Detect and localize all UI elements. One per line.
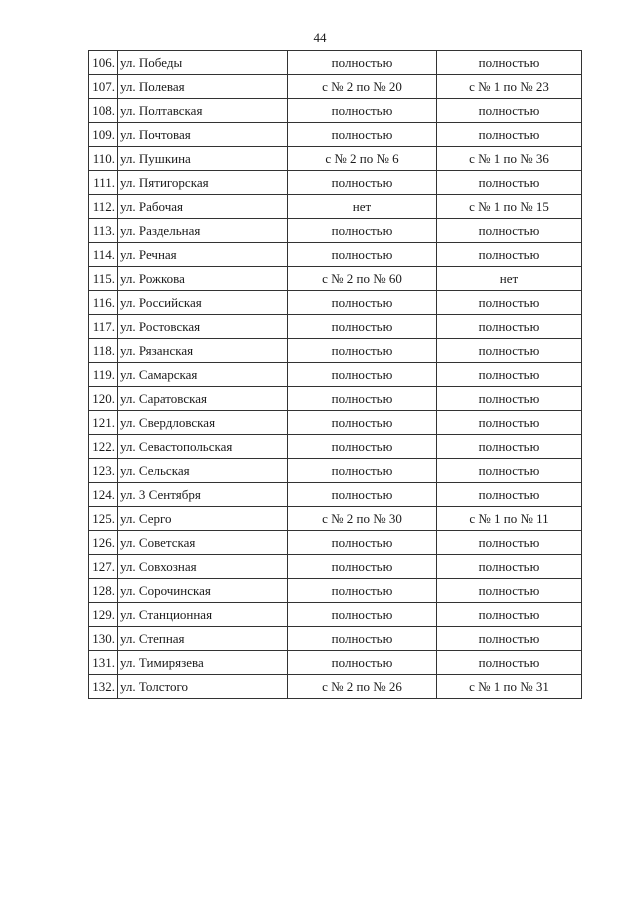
street-name-cell: ул. Полевая (118, 75, 288, 99)
table-row (89, 387, 582, 411)
row-number-cell: 131. (89, 651, 118, 675)
table-row (89, 507, 582, 531)
odd-houses-cell: полностью (437, 603, 582, 627)
streets-table-body (89, 51, 582, 699)
table-row (89, 171, 582, 195)
even-houses-cell: полностью (288, 603, 437, 627)
odd-houses-cell: полностью (437, 435, 582, 459)
table-row (89, 315, 582, 339)
row-number-cell: 110. (89, 147, 118, 171)
even-houses-cell: полностью (288, 363, 437, 387)
table-row (89, 339, 582, 363)
row-number-cell: 129. (89, 603, 118, 627)
odd-houses-cell: полностью (437, 171, 582, 195)
row-number-cell: 130. (89, 627, 118, 651)
table-row (89, 531, 582, 555)
row-number-cell: 111. (89, 171, 118, 195)
even-houses-cell: полностью (288, 411, 437, 435)
row-number-cell: 132. (89, 675, 118, 699)
even-houses-cell: с № 2 по № 6 (288, 147, 437, 171)
street-name-cell: ул. Рабочая (118, 195, 288, 219)
table-row (89, 675, 582, 699)
table-row (89, 555, 582, 579)
even-houses-cell: полностью (288, 339, 437, 363)
odd-houses-cell: нет (437, 267, 582, 291)
table-row (89, 147, 582, 171)
street-name-cell: ул. Серго (118, 507, 288, 531)
even-houses-cell: полностью (288, 51, 437, 75)
even-houses-cell: нет (288, 195, 437, 219)
table-row (89, 651, 582, 675)
row-number-cell: 113. (89, 219, 118, 243)
row-number-cell: 114. (89, 243, 118, 267)
table-row (89, 603, 582, 627)
even-houses-cell: полностью (288, 651, 437, 675)
street-name-cell: ул. Саратовская (118, 387, 288, 411)
street-name-cell: ул. Ростовская (118, 315, 288, 339)
even-houses-cell: полностью (288, 627, 437, 651)
street-name-cell: ул. Пушкина (118, 147, 288, 171)
table-row (89, 363, 582, 387)
row-number-cell: 121. (89, 411, 118, 435)
even-houses-cell: полностью (288, 171, 437, 195)
odd-houses-cell: с № 1 по № 23 (437, 75, 582, 99)
odd-houses-cell: полностью (437, 459, 582, 483)
table-row (89, 243, 582, 267)
row-number-cell: 107. (89, 75, 118, 99)
street-name-cell: ул. Российская (118, 291, 288, 315)
streets-table (88, 50, 582, 699)
odd-houses-cell: полностью (437, 651, 582, 675)
street-name-cell: ул. Рязанская (118, 339, 288, 363)
table-row (89, 123, 582, 147)
odd-houses-cell: с № 1 по № 11 (437, 507, 582, 531)
odd-houses-cell: полностью (437, 315, 582, 339)
table-row (89, 291, 582, 315)
odd-houses-cell: полностью (437, 99, 582, 123)
odd-houses-cell: полностью (437, 291, 582, 315)
row-number-cell: 127. (89, 555, 118, 579)
row-number-cell: 123. (89, 459, 118, 483)
row-number-cell: 124. (89, 483, 118, 507)
street-name-cell: ул. Свердловская (118, 411, 288, 435)
street-name-cell: ул. Самарская (118, 363, 288, 387)
odd-houses-cell: полностью (437, 555, 582, 579)
even-houses-cell: полностью (288, 291, 437, 315)
street-name-cell: ул. Рожкова (118, 267, 288, 291)
table-row (89, 75, 582, 99)
row-number-cell: 109. (89, 123, 118, 147)
even-houses-cell: полностью (288, 243, 437, 267)
odd-houses-cell: с № 1 по № 15 (437, 195, 582, 219)
street-name-cell: ул. Почтовая (118, 123, 288, 147)
odd-houses-cell: полностью (437, 531, 582, 555)
row-number-cell: 119. (89, 363, 118, 387)
row-number-cell: 126. (89, 531, 118, 555)
table-row (89, 483, 582, 507)
row-number-cell: 116. (89, 291, 118, 315)
even-houses-cell: полностью (288, 435, 437, 459)
odd-houses-cell: полностью (437, 387, 582, 411)
street-name-cell: ул. Советская (118, 531, 288, 555)
page-number: 44 (313, 30, 327, 45)
table-row (89, 459, 582, 483)
street-name-cell: ул. Тимирязева (118, 651, 288, 675)
odd-houses-cell: с № 1 по № 36 (437, 147, 582, 171)
row-number-cell: 117. (89, 315, 118, 339)
odd-houses-cell: с № 1 по № 31 (437, 675, 582, 699)
street-name-cell: ул. Степная (118, 627, 288, 651)
row-number-cell: 108. (89, 99, 118, 123)
odd-houses-cell: полностью (437, 483, 582, 507)
street-name-cell: ул. Полтавская (118, 99, 288, 123)
even-houses-cell: полностью (288, 459, 437, 483)
even-houses-cell: полностью (288, 387, 437, 411)
even-houses-cell: полностью (288, 315, 437, 339)
odd-houses-cell: полностью (437, 339, 582, 363)
even-houses-cell: полностью (288, 219, 437, 243)
street-name-cell: ул. Совхозная (118, 555, 288, 579)
street-name-cell: ул. Пятигорская (118, 171, 288, 195)
row-number-cell: 115. (89, 267, 118, 291)
table-row (89, 579, 582, 603)
table-row (89, 627, 582, 651)
odd-houses-cell: полностью (437, 243, 582, 267)
row-number-cell: 112. (89, 195, 118, 219)
odd-houses-cell: полностью (437, 123, 582, 147)
table-row (89, 411, 582, 435)
table-row (89, 219, 582, 243)
row-number-cell: 118. (89, 339, 118, 363)
street-name-cell: ул. Толстого (118, 675, 288, 699)
table-row (89, 267, 582, 291)
even-houses-cell: полностью (288, 99, 437, 123)
odd-houses-cell: полностью (437, 627, 582, 651)
even-houses-cell: полностью (288, 579, 437, 603)
even-houses-cell: полностью (288, 555, 437, 579)
even-houses-cell: с № 2 по № 26 (288, 675, 437, 699)
street-name-cell: ул. Сельская (118, 459, 288, 483)
table-row (89, 99, 582, 123)
odd-houses-cell: полностью (437, 51, 582, 75)
even-houses-cell: с № 2 по № 20 (288, 75, 437, 99)
street-name-cell: ул. Севастопольская (118, 435, 288, 459)
street-name-cell: ул. Сорочинская (118, 579, 288, 603)
row-number-cell: 120. (89, 387, 118, 411)
even-houses-cell: с № 2 по № 30 (288, 507, 437, 531)
street-name-cell: ул. Станционная (118, 603, 288, 627)
table-row (89, 51, 582, 75)
row-number-cell: 128. (89, 579, 118, 603)
odd-houses-cell: полностью (437, 411, 582, 435)
row-number-cell: 125. (89, 507, 118, 531)
odd-houses-cell: полностью (437, 579, 582, 603)
table-row (89, 195, 582, 219)
row-number-cell: 122. (89, 435, 118, 459)
odd-houses-cell: полностью (437, 219, 582, 243)
even-houses-cell: полностью (288, 531, 437, 555)
even-houses-cell: полностью (288, 123, 437, 147)
odd-houses-cell: полностью (437, 363, 582, 387)
even-houses-cell: полностью (288, 483, 437, 507)
street-name-cell: ул. Раздельная (118, 219, 288, 243)
table-row (89, 435, 582, 459)
row-number-cell: 106. (89, 51, 118, 75)
street-name-cell: ул. Победы (118, 51, 288, 75)
street-name-cell: ул. Речная (118, 243, 288, 267)
street-name-cell: ул. 3 Сентября (118, 483, 288, 507)
even-houses-cell: с № 2 по № 60 (288, 267, 437, 291)
